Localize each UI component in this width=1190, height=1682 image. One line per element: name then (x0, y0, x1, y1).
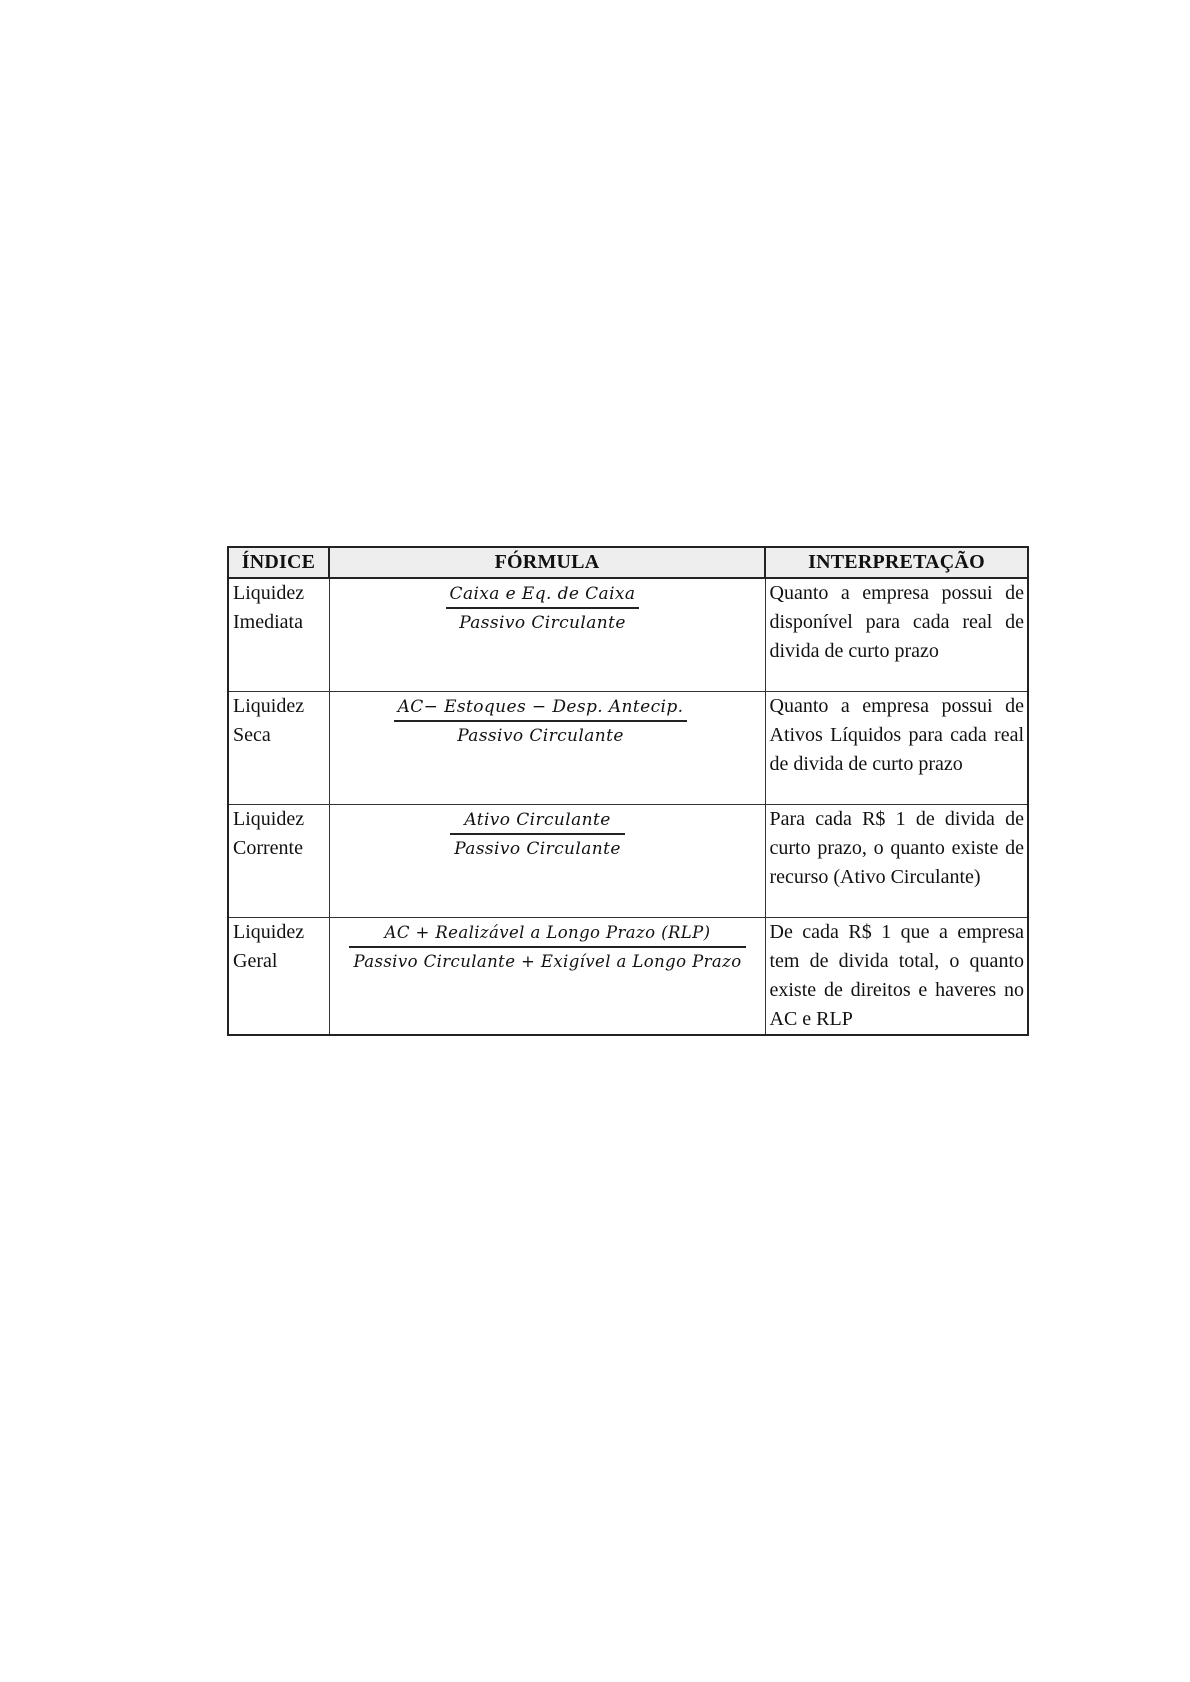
table-row (228, 578, 1028, 692)
formula-denominator: Passivo Circulante (457, 726, 624, 746)
index-label-line1: Liquidez (233, 582, 305, 604)
formula-numerator: Caixa e Eq. de Caixa (446, 579, 640, 609)
index-label-line2: Seca (233, 724, 271, 746)
formula-fraction (349, 918, 745, 973)
interpretation-cell: Quanto a empresa possui de Ativos Líquidos para cada real de divida de curto prazo (765, 692, 1028, 805)
formula-cell (329, 692, 765, 805)
formula-numerator: AC− Estoques − Desp. Antecip. (394, 692, 688, 722)
index-label-line1: Liquidez (233, 695, 305, 717)
table-row (228, 918, 1028, 1036)
formula-numerator: AC + Realizável a Longo Prazo (RLP) (349, 918, 745, 948)
index-cell (228, 692, 329, 805)
formula-cell (329, 918, 765, 1036)
formula-denominator: Passivo Circulante (454, 839, 621, 859)
liquidity-ratios-table (227, 546, 1029, 1036)
table-row (228, 805, 1028, 918)
index-cell (228, 578, 329, 692)
interpretation-cell: De cada R$ 1 que a empresa tem de divida total, o quanto existe de direitos e haveres no AC e RLP (765, 918, 1028, 1036)
formula-cell (329, 578, 765, 692)
table-header-row (228, 547, 1028, 578)
index-label-line2: Corrente (233, 837, 303, 859)
index-cell (228, 805, 329, 918)
index-label-line1: Liquidez (233, 808, 305, 830)
header-interpretation: INTERPRETAÇÃO (765, 547, 1028, 578)
table-row (228, 692, 1028, 805)
formula-denominator: Passivo Circulante + Exigível a Longo Prazo (353, 952, 742, 971)
formula-fraction (450, 805, 625, 860)
index-label-line1: Liquidez (233, 921, 305, 943)
index-label-line2: Geral (233, 950, 278, 972)
header-formula: FÓRMULA (329, 547, 765, 578)
header-index: ÍNDICE (228, 547, 329, 578)
index-label-line2: Imediata (233, 611, 303, 633)
formula-denominator: Passivo Circulante (459, 613, 626, 633)
formula-cell (329, 805, 765, 918)
formula-fraction (394, 692, 688, 747)
interpretation-cell: Para cada R$ 1 de divida de curto prazo, o quanto existe de recurso (Ativo Circulante) (765, 805, 1028, 918)
index-cell (228, 918, 329, 1036)
formula-numerator: Ativo Circulante (450, 805, 625, 835)
interpretation-cell: Quanto a empresa possui de disponível para cada real de divida de curto prazo (765, 578, 1028, 692)
formula-fraction (446, 579, 640, 634)
